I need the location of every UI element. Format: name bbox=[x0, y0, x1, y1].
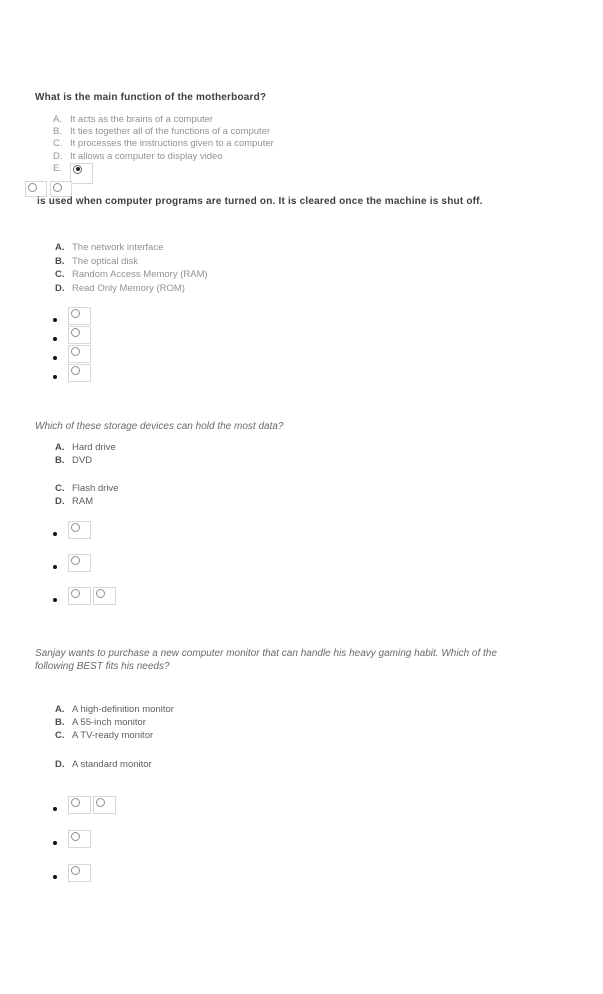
option-row bbox=[55, 729, 174, 742]
question-3-prompt: Which of these storage devices can hold the most data? bbox=[35, 421, 284, 432]
option-row bbox=[55, 454, 118, 467]
option-row bbox=[53, 114, 274, 126]
option-letter: A. bbox=[55, 442, 65, 453]
bullet-icon bbox=[53, 598, 57, 602]
option-letter: D. bbox=[53, 150, 63, 162]
option-row bbox=[55, 482, 118, 495]
radio-icon[interactable] bbox=[28, 183, 37, 192]
radio-icon[interactable] bbox=[71, 798, 80, 807]
option-text: Flash drive bbox=[72, 482, 119, 494]
option-text: The optical disk bbox=[72, 255, 139, 267]
answer-slot-row bbox=[53, 830, 116, 848]
question-3-options bbox=[55, 441, 118, 508]
answer-slot-row bbox=[53, 307, 91, 325]
radio-icon[interactable] bbox=[71, 556, 80, 565]
radio-icon[interactable] bbox=[71, 328, 80, 337]
radio-icon[interactable] bbox=[71, 589, 80, 598]
radio-icon[interactable] bbox=[71, 866, 80, 875]
question-4-prompt-line1: Sanjay wants to purchase a new computer monitor that can handle his heavy gaming habit. Which of the bbox=[35, 648, 497, 659]
option-text: It allows a computer to display video bbox=[70, 150, 223, 162]
option-row-e bbox=[53, 163, 274, 185]
option-text: The network interface bbox=[72, 242, 164, 253]
radio-icon[interactable] bbox=[96, 798, 105, 807]
radio-box-pair bbox=[68, 796, 116, 814]
radio-icon[interactable] bbox=[71, 832, 80, 841]
option-letter: C. bbox=[53, 138, 63, 150]
option-letter: E. bbox=[53, 162, 62, 174]
option-letter: A. bbox=[55, 704, 65, 715]
radio-box[interactable] bbox=[68, 830, 91, 848]
radio-box[interactable] bbox=[68, 307, 91, 325]
answer-slot-row bbox=[53, 345, 91, 363]
question-1-prompt: What is the main function of the motherboard? bbox=[35, 92, 267, 103]
question-1-options bbox=[53, 114, 274, 185]
option-row bbox=[55, 703, 174, 716]
bullet-icon bbox=[53, 875, 57, 879]
option-row bbox=[55, 282, 208, 296]
bullet-icon bbox=[53, 356, 57, 360]
option-letter: C. bbox=[55, 730, 65, 742]
answer-slot-row bbox=[53, 796, 116, 814]
option-letter: D. bbox=[55, 282, 65, 294]
answer-slot-row bbox=[53, 587, 116, 605]
bullet-icon bbox=[53, 318, 57, 322]
option-text: A 55-inch monitor bbox=[72, 717, 146, 729]
option-text: DVD bbox=[72, 455, 93, 467]
answer-slot-row bbox=[53, 554, 116, 572]
option-row bbox=[55, 495, 118, 508]
radio-box[interactable] bbox=[68, 345, 91, 363]
radio-box[interactable] bbox=[70, 163, 93, 184]
radio-icon[interactable] bbox=[71, 347, 80, 356]
option-text: Random Access Memory (RAM) bbox=[72, 269, 208, 280]
radio-box[interactable] bbox=[68, 587, 91, 605]
option-row bbox=[55, 268, 208, 282]
option-row bbox=[53, 126, 274, 138]
option-row bbox=[53, 138, 274, 150]
question-2-options bbox=[55, 241, 208, 295]
radio-box[interactable] bbox=[68, 796, 91, 814]
bullet-icon bbox=[53, 807, 57, 811]
option-text: Hard drive bbox=[72, 442, 116, 453]
option-row bbox=[55, 255, 208, 269]
question-3-answer-slots bbox=[53, 521, 116, 620]
option-letter: B. bbox=[55, 455, 65, 467]
answer-slot-row bbox=[53, 364, 91, 382]
option-text: It acts as the brains of a computer bbox=[70, 114, 214, 125]
radio-box-pair bbox=[68, 587, 116, 605]
radio-box[interactable] bbox=[68, 554, 91, 572]
radio-icon[interactable] bbox=[71, 366, 80, 375]
question-4-prompt bbox=[35, 647, 497, 673]
radio-icon[interactable] bbox=[71, 309, 80, 318]
bullet-icon bbox=[53, 841, 57, 845]
bullet-icon bbox=[53, 337, 57, 341]
bullet-icon bbox=[53, 532, 57, 536]
option-row bbox=[55, 241, 208, 255]
radio-icon[interactable] bbox=[71, 523, 80, 532]
option-letter: B. bbox=[53, 126, 62, 138]
option-row bbox=[55, 758, 174, 771]
option-letter: C. bbox=[55, 269, 65, 280]
option-letter: B. bbox=[55, 255, 65, 267]
radio-box[interactable] bbox=[93, 796, 116, 814]
option-text: A TV-ready monitor bbox=[72, 730, 154, 742]
radio-selected-icon[interactable] bbox=[73, 165, 82, 174]
option-row bbox=[53, 151, 274, 163]
bullet-icon bbox=[53, 375, 57, 379]
option-letter: D. bbox=[55, 495, 65, 507]
question-4-options bbox=[55, 703, 174, 771]
option-text: It processes the instructions given to a computer bbox=[70, 138, 274, 150]
bullet-icon bbox=[53, 565, 57, 569]
option-text: Read Only Memory (ROM) bbox=[72, 282, 185, 294]
question-4-answer-slots bbox=[53, 796, 116, 898]
answer-slot-row bbox=[53, 521, 116, 539]
radio-icon[interactable] bbox=[53, 183, 62, 192]
option-row bbox=[55, 716, 174, 729]
option-letter: A. bbox=[53, 114, 62, 125]
option-row bbox=[55, 441, 118, 454]
radio-icon[interactable] bbox=[96, 589, 105, 598]
radio-box[interactable] bbox=[68, 521, 91, 539]
answer-slot-row bbox=[53, 864, 116, 882]
radio-box[interactable] bbox=[68, 326, 91, 344]
answer-slot-row bbox=[53, 326, 91, 344]
option-letter: C. bbox=[55, 482, 65, 494]
option-text: A high-definition monitor bbox=[72, 704, 174, 715]
radio-box[interactable] bbox=[93, 587, 116, 605]
option-text: A standard monitor bbox=[72, 758, 152, 770]
option-letter: B. bbox=[55, 717, 65, 729]
question-2-answer-slots bbox=[53, 307, 91, 383]
option-text: It ties together all of the functions of a computer bbox=[70, 126, 271, 138]
radio-box[interactable] bbox=[68, 864, 91, 882]
question-2-prompt: is used when computer programs are turned on. It is cleared once the machine is shut off. bbox=[37, 196, 483, 207]
radio-box[interactable] bbox=[68, 364, 91, 382]
option-letter: D. bbox=[55, 758, 65, 770]
option-letter: A. bbox=[55, 242, 65, 253]
question-4-prompt-line2: following BEST fits his needs? bbox=[35, 661, 170, 672]
option-text: RAM bbox=[72, 495, 94, 507]
